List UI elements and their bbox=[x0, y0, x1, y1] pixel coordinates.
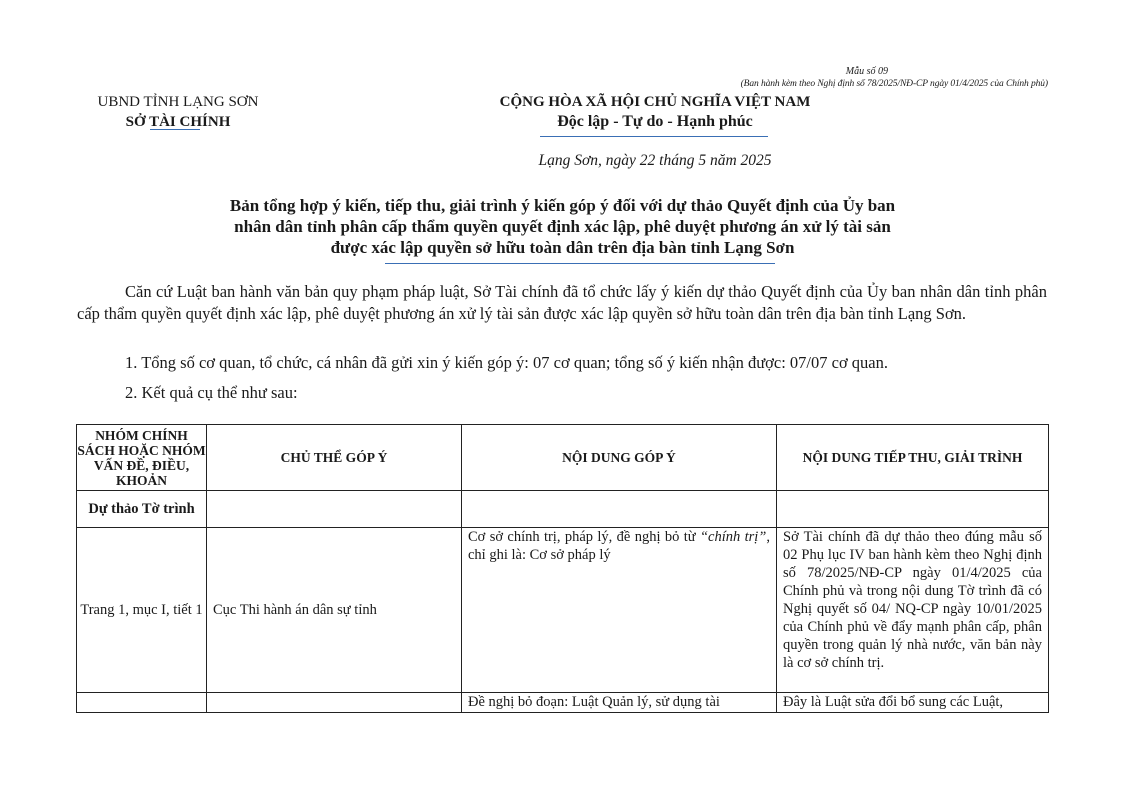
dateline: Lạng Sơn, ngày 22 tháng 5 năm 2025 bbox=[538, 152, 772, 169]
response-cell bbox=[777, 693, 1049, 713]
content-cell bbox=[462, 528, 777, 693]
document-title bbox=[150, 195, 975, 258]
national-title: CỘNG HÒA XÃ HỘI CHỦ NGHĨA VIỆT NAM bbox=[499, 94, 811, 110]
empty-cell bbox=[462, 491, 777, 528]
intro-paragraph: Căn cứ Luật ban hành văn bản quy phạm pháp luật, Sở Tài chính đã tổ chức lấy ý kiến dự thảo Quyết định của Ủy ban nhân dân tỉnh phân cấp thẩm quyền quyết định xác lập, phê duyệt phương án xử lý tài sản được xác lập quyền sở hữu toàn dân trên địa bàn tỉnh Lạng Sơn. bbox=[77, 282, 1047, 323]
empty-cell bbox=[207, 693, 462, 713]
title-line-1: Bản tổng hợp ý kiến, tiếp thu, giải trình ý kiến góp ý đối với dự thảo Quyết định của Ủy ban bbox=[229, 196, 896, 215]
title-underline bbox=[385, 263, 775, 264]
table-header-row bbox=[77, 425, 1049, 491]
title-line-3: được xác lập quyền sở hữu toàn dân trên địa bàn tỉnh Lạng Sơn bbox=[330, 238, 795, 257]
motto-underline bbox=[540, 136, 768, 137]
empty-cell bbox=[207, 491, 462, 528]
header-group: NHÓM CHÍNH SÁCH HOẶC NHÓM VẤN ĐỀ, ĐIỀU, KHOẢN bbox=[77, 425, 207, 491]
subject-cell: Cục Thi hành án dân sự tỉnh bbox=[207, 528, 462, 693]
content-text: Cơ sở chính trị, pháp lý, đề nghị bỏ từ bbox=[468, 529, 700, 545]
title-line-2: nhân dân tỉnh phân cấp thẩm quyền quyết định xác lập, phê duyệt phương án xử lý tài sản bbox=[234, 217, 891, 236]
content-cell bbox=[462, 693, 777, 713]
response-text: Đây là Luật sửa đổi bổ sung các Luật, bbox=[783, 694, 1004, 710]
section-cell: Dự thảo Tờ trình bbox=[77, 491, 207, 528]
content-quote: “chính trị” bbox=[699, 529, 767, 545]
header-content: NỘI DUNG GÓP Ý bbox=[462, 425, 777, 491]
agency-name: SỞ TÀI CHÍNH bbox=[125, 114, 231, 130]
empty-cell bbox=[777, 491, 1049, 528]
empty-cell bbox=[77, 693, 207, 713]
form-number: Mẫu số 09 bbox=[845, 66, 888, 77]
decree-note: (Ban hành kèm theo Nghị định số 78/2025/NĐ-CP ngày 01/4/2025 của Chính phủ) bbox=[740, 79, 1048, 89]
table-row bbox=[77, 693, 1049, 713]
national-motto: Độc lập - Tự do - Hạnh phúc bbox=[557, 113, 753, 130]
issuing-agency bbox=[60, 92, 296, 132]
table-row bbox=[77, 491, 1049, 528]
table-row bbox=[77, 528, 1049, 693]
header-subject: CHỦ THỂ GÓP Ý bbox=[207, 425, 462, 491]
results-heading: 2. Kết quả cụ thể như sau: bbox=[125, 383, 298, 402]
summary-paragraph: 1. Tổng số cơ quan, tổ chức, cá nhân đã gửi xin ý kiến góp ý: 07 cơ quan; tổng số ý kiến nhận được: 07/07 cơ quan. bbox=[125, 353, 888, 372]
content-text-end: , chỉ ghi là: Cơ sở pháp lý bbox=[468, 529, 770, 563]
agency-parent: UBND TỈNH LẠNG SƠN bbox=[97, 94, 259, 110]
agency-underline bbox=[150, 129, 200, 130]
feedback-table bbox=[76, 424, 1049, 713]
group-cell: Trang 1, mục I, tiết 1 bbox=[77, 528, 207, 693]
content-text: Đề nghị bỏ đoạn: Luật Quản lý, sử dụng tài bbox=[468, 694, 720, 710]
response-cell: Sở Tài chính đã dự thảo theo đúng mẫu số 02 Phụ lục IV ban hành kèm theo Nghị định số 78/2025/NĐ-CP ngày 01/4/2025 của Chính phủ và trong nội dung Tờ trình đã có Nghị quyết số 04/ NQ-CP ngày 10/01/2025 của Chính phủ về đẩy mạnh phân cấp, phân quyền trong quản lý nhà nước, văn bản này là cơ sở chính trị. bbox=[777, 528, 1049, 693]
header-response: NỘI DUNG TIẾP THU, GIẢI TRÌNH bbox=[777, 425, 1049, 491]
